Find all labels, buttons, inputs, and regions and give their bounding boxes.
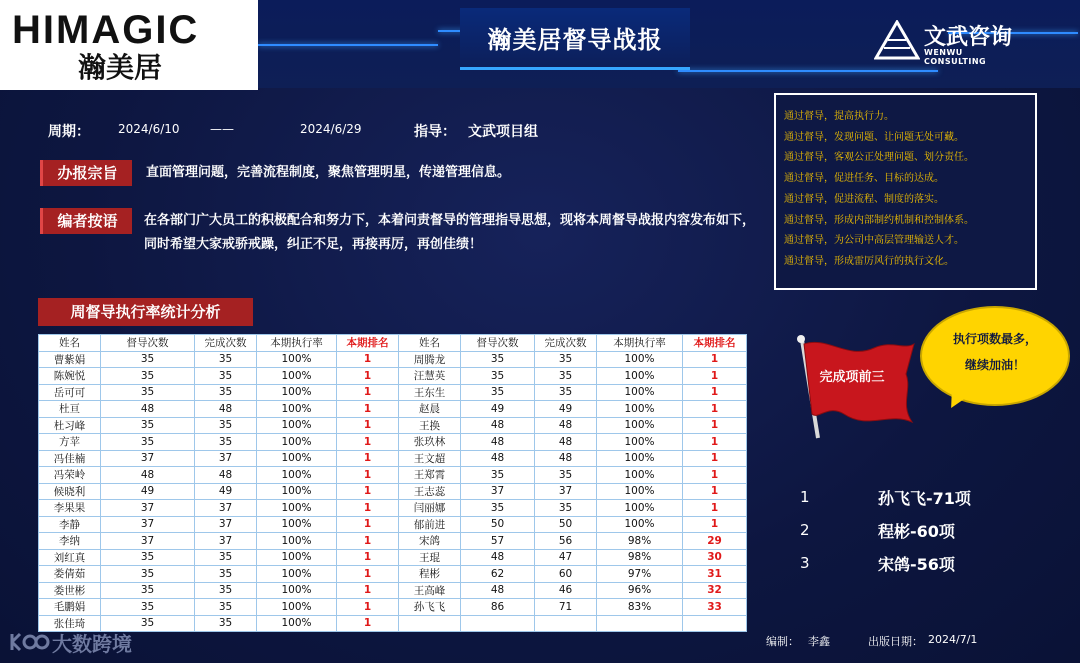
table-cell [399, 615, 461, 632]
top3-rank: 1 [800, 488, 810, 506]
table-cell: 1 [683, 401, 747, 418]
table-cell: 杜习峰 [39, 417, 101, 434]
table-cell: 37 [195, 500, 257, 517]
table-cell: 35 [461, 500, 535, 517]
table-header-cell: 督导次数 [101, 335, 195, 352]
bubble-line1: 执行项数最多， [952, 332, 1037, 346]
table-cell: 1 [337, 450, 399, 467]
table-cell: 35 [195, 582, 257, 599]
table-cell: 35 [461, 351, 535, 368]
table-cell: 48 [101, 467, 195, 484]
table-cell: 1 [337, 483, 399, 500]
table-cell: 35 [195, 417, 257, 434]
top3-name: 孙飞飞-71项 [878, 489, 971, 508]
table-cell: 100% [597, 467, 683, 484]
table-cell: 1 [337, 368, 399, 385]
table-cell: 1 [337, 500, 399, 517]
table-cell: 100% [257, 368, 337, 385]
partner-name-en: WENWU CONSULTING [924, 48, 987, 66]
editor-note-line2: 同时希望大家戒骄戒躁，纠正不足，再接再厉，再创佳绩！ [144, 237, 483, 252]
table-cell [683, 615, 747, 632]
table-cell: 1 [337, 533, 399, 550]
table-cell: 100% [257, 434, 337, 451]
table-cell: 37 [101, 533, 195, 550]
table-cell: 张佳琦 [39, 615, 101, 632]
table-cell: 候晓利 [39, 483, 101, 500]
table-cell: 1 [683, 368, 747, 385]
table-cell: 62 [461, 566, 535, 583]
brand-watermark-icon [8, 630, 50, 654]
bubble-line2: 继续加油！ [964, 358, 1025, 372]
table-row [39, 549, 747, 566]
top3-rank: 2 [800, 521, 810, 539]
top3-rank: 3 [800, 554, 810, 572]
table-cell: 1 [683, 483, 747, 500]
table-cell: 1 [337, 549, 399, 566]
purpose-tag: 办报宗旨 [40, 160, 132, 186]
table-cell: 娄世彬 [39, 582, 101, 599]
publish-date-label: 出版日期： [868, 635, 923, 648]
table-cell [461, 615, 535, 632]
table-cell: 冯荣岭 [39, 467, 101, 484]
period-dash: —— [210, 122, 234, 136]
editor-label: 编制： [766, 635, 799, 648]
table-cell: 96% [597, 582, 683, 599]
table-cell: 李果果 [39, 500, 101, 517]
table-cell: 37 [101, 450, 195, 467]
table-cell: 35 [195, 549, 257, 566]
table-cell: 毛鹏娟 [39, 599, 101, 616]
table-header-cell: 督导次数 [461, 335, 535, 352]
table-cell: 100% [597, 483, 683, 500]
table-cell: 50 [461, 516, 535, 533]
table-cell: 35 [101, 549, 195, 566]
table-cell: 48 [101, 401, 195, 418]
editor-note-tag: 编者按语 [40, 208, 132, 234]
table-row [39, 599, 747, 616]
table-row [39, 401, 747, 418]
quote-item: 通过督导，促进流程、制度的落实。 [784, 193, 944, 205]
table-row [39, 500, 747, 517]
table-cell: 王东生 [399, 384, 461, 401]
table-cell: 37 [535, 483, 597, 500]
supervision-quotes-box [774, 93, 1037, 290]
table-cell: 王换 [399, 417, 461, 434]
table-cell: 1 [683, 500, 747, 517]
table-cell: 50 [535, 516, 597, 533]
table-cell: 1 [337, 566, 399, 583]
table-cell: 汪慧英 [399, 368, 461, 385]
red-flag-icon [788, 330, 918, 440]
table-cell: 35 [195, 384, 257, 401]
table-cell: 32 [683, 582, 747, 599]
table-cell: 37 [101, 500, 195, 517]
table-row [39, 467, 747, 484]
table-cell: 30 [683, 549, 747, 566]
table-cell: 31 [683, 566, 747, 583]
table-cell: 郁前进 [399, 516, 461, 533]
table-cell: 王琨 [399, 549, 461, 566]
table-cell: 35 [195, 615, 257, 632]
table-cell: 48 [535, 434, 597, 451]
table-cell: 35 [101, 368, 195, 385]
table-cell: 1 [337, 384, 399, 401]
table-cell: 29 [683, 533, 747, 550]
table-row [39, 533, 747, 550]
table-cell [597, 615, 683, 632]
period-end: 2024/6/29 [300, 122, 362, 136]
quote-item: 通过督导，为公司中高层管理输送人才。 [784, 235, 964, 247]
table-cell: 1 [337, 351, 399, 368]
table-cell: 杜亘 [39, 401, 101, 418]
table-cell: 王志蕊 [399, 483, 461, 500]
table-cell: 100% [597, 500, 683, 517]
table-cell: 100% [597, 401, 683, 418]
table-cell: 方苹 [39, 434, 101, 451]
top3-row [800, 554, 1000, 574]
period-start: 2024/6/10 [118, 122, 180, 136]
quote-item: 通过督导，提高执行力。 [784, 111, 894, 122]
table-cell: 闫丽娜 [399, 500, 461, 517]
table-cell: 孙飞飞 [399, 599, 461, 616]
table-cell: 李纳 [39, 533, 101, 550]
page-title: 瀚美居督导战报 [487, 26, 663, 54]
table-cell: 35 [195, 599, 257, 616]
table-cell: 60 [535, 566, 597, 583]
table-cell: 1 [337, 434, 399, 451]
wenwu-logo [874, 18, 1024, 66]
table-cell: 王文超 [399, 450, 461, 467]
table-cell: 李静 [39, 516, 101, 533]
table-cell: 1 [683, 417, 747, 434]
himagic-logo [0, 0, 258, 90]
table-cell: 100% [597, 351, 683, 368]
table-cell: 王郑霄 [399, 467, 461, 484]
quote-item: 通过督导，形成雷厉风行的执行文化。 [784, 255, 954, 267]
table-cell: 100% [597, 384, 683, 401]
logo-english: HIMAGIC [12, 8, 200, 52]
table-cell: 100% [257, 384, 337, 401]
table-cell: 83% [597, 599, 683, 616]
table-cell: 100% [257, 483, 337, 500]
quote-item: 通过督导，促进任务、目标的达成。 [784, 173, 944, 185]
table-cell: 35 [101, 384, 195, 401]
table-cell: 48 [461, 434, 535, 451]
table-cell: 1 [337, 599, 399, 616]
table-cell: 49 [101, 483, 195, 500]
table-cell: 100% [257, 615, 337, 632]
header-glow-line [258, 44, 438, 46]
table-cell: 37 [101, 516, 195, 533]
table-cell: 35 [101, 566, 195, 583]
table-cell: 100% [597, 417, 683, 434]
table-cell: 56 [535, 533, 597, 550]
table-cell: 48 [195, 401, 257, 418]
table-row [39, 615, 747, 632]
table-cell: 35 [535, 467, 597, 484]
table-cell: 1 [337, 516, 399, 533]
table-cell: 冯佳楠 [39, 450, 101, 467]
table-cell: 100% [257, 351, 337, 368]
table-row [39, 434, 747, 451]
table-cell: 1 [683, 467, 747, 484]
table-cell: 岳可可 [39, 384, 101, 401]
table-cell: 37 [195, 533, 257, 550]
table-cell: 1 [683, 384, 747, 401]
table-cell: 100% [257, 500, 337, 517]
table-header-cell: 本期排名 [337, 335, 399, 352]
guide-value: 文武项目组 [468, 124, 538, 140]
table-cell: 100% [257, 566, 337, 583]
table-cell: 100% [257, 401, 337, 418]
table-cell: 35 [195, 566, 257, 583]
table-row [39, 351, 747, 368]
table-header-cell: 本期排名 [683, 335, 747, 352]
table-cell: 100% [257, 467, 337, 484]
table-header-cell: 本期执行率 [597, 335, 683, 352]
table-cell [535, 615, 597, 632]
table-cell: 48 [535, 450, 597, 467]
editor-name: 李鑫 [808, 635, 830, 648]
table-cell: 35 [535, 500, 597, 517]
table-cell: 35 [101, 599, 195, 616]
table-cell: 刘红真 [39, 549, 101, 566]
table-cell: 宋鸽 [399, 533, 461, 550]
table-cell: 48 [461, 582, 535, 599]
top3-row [800, 521, 1000, 541]
logo-chinese: 瀚美居 [78, 51, 163, 84]
table-cell: 71 [535, 599, 597, 616]
table-cell: 49 [535, 401, 597, 418]
table-cell: 35 [461, 368, 535, 385]
table-cell: 97% [597, 566, 683, 583]
section-title: 周督导执行率统计分析 [38, 298, 253, 326]
brand-watermark-text: 大数跨境 [52, 632, 132, 656]
table-cell: 1 [683, 434, 747, 451]
table-cell: 周腾龙 [399, 351, 461, 368]
table-cell: 48 [535, 417, 597, 434]
table-cell: 98% [597, 533, 683, 550]
table-header-row [39, 335, 747, 352]
table-cell: 1 [683, 351, 747, 368]
table-row [39, 450, 747, 467]
table-row [39, 566, 747, 583]
table-cell: 35 [195, 351, 257, 368]
table-header-cell: 姓名 [399, 335, 461, 352]
publish-date: 2024/7/1 [928, 633, 978, 646]
table-cell: 86 [461, 599, 535, 616]
table-cell: 100% [257, 599, 337, 616]
editor-note-line1: 在各部门广大员工的积极配合和努力下，本着问责督导的管理指导思想，现将本周督导战报内容发布如下， [144, 213, 756, 228]
table-row [39, 582, 747, 599]
quote-item: 通过督导，客观公正处理问题、划分责任。 [784, 152, 974, 164]
table-cell: 48 [461, 450, 535, 467]
table-cell: 100% [257, 549, 337, 566]
table-cell: 张玖林 [399, 434, 461, 451]
table-cell: 100% [257, 533, 337, 550]
partner-name-cn: 文武咨询 [924, 25, 1013, 50]
table-row [39, 483, 747, 500]
table-cell: 33 [683, 599, 747, 616]
header-glow-line [678, 70, 938, 72]
table-cell: 100% [597, 434, 683, 451]
table-cell: 35 [535, 351, 597, 368]
flag-label: 完成项前三 [819, 370, 885, 385]
table-cell: 100% [597, 450, 683, 467]
table-header-cell: 完成次数 [535, 335, 597, 352]
top3-name: 程彬-60项 [878, 522, 955, 541]
table-cell: 赵晨 [399, 401, 461, 418]
guide-label: 指导： [414, 124, 456, 140]
table-row [39, 417, 747, 434]
table-cell: 100% [257, 582, 337, 599]
purpose-text: 直面管理问题，完善流程制度，聚焦管理明星，传递管理信息。 [146, 165, 511, 180]
table-cell: 49 [461, 401, 535, 418]
table-cell: 35 [461, 384, 535, 401]
table-cell: 98% [597, 549, 683, 566]
table-row [39, 516, 747, 533]
table-cell: 35 [101, 417, 195, 434]
table-cell: 35 [101, 434, 195, 451]
table-cell: 37 [461, 483, 535, 500]
table-cell: 35 [101, 582, 195, 599]
table-cell: 100% [597, 516, 683, 533]
table-cell: 49 [195, 483, 257, 500]
table-cell: 1 [337, 582, 399, 599]
table-cell: 48 [461, 549, 535, 566]
table-row [39, 368, 747, 385]
table-cell: 35 [535, 368, 597, 385]
table-cell: 程彬 [399, 566, 461, 583]
table-cell: 46 [535, 582, 597, 599]
triangle-logo-icon [874, 20, 920, 60]
table-cell: 35 [195, 368, 257, 385]
table-cell: 陈婉悦 [39, 368, 101, 385]
table-cell: 1 [683, 450, 747, 467]
table-cell: 曹紫娟 [39, 351, 101, 368]
table-cell: 35 [195, 434, 257, 451]
table-cell: 35 [461, 467, 535, 484]
top3-name: 宋鸽-56项 [878, 555, 955, 574]
quote-item: 通过督导，发现问题、让问题无处可藏。 [784, 131, 964, 143]
speech-bubble-text [934, 326, 1056, 378]
table-cell: 1 [337, 417, 399, 434]
table-cell: 47 [535, 549, 597, 566]
table-cell: 100% [257, 450, 337, 467]
table-header-cell: 本期执行率 [257, 335, 337, 352]
table-cell: 35 [535, 384, 597, 401]
table-cell: 100% [257, 516, 337, 533]
table-cell: 1 [337, 467, 399, 484]
table-cell: 100% [597, 368, 683, 385]
table-cell: 48 [461, 417, 535, 434]
table-header-cell: 姓名 [39, 335, 101, 352]
table-cell: 王高峰 [399, 582, 461, 599]
execution-rate-table [38, 334, 747, 632]
table-cell: 57 [461, 533, 535, 550]
table-cell: 1 [337, 615, 399, 632]
table-cell: 35 [101, 615, 195, 632]
table-cell: 37 [195, 450, 257, 467]
table-body [39, 351, 747, 632]
table-header-cell: 完成次数 [195, 335, 257, 352]
period-label: 周期： [48, 124, 90, 140]
table-row [39, 384, 747, 401]
table-cell: 1 [683, 516, 747, 533]
table-cell: 35 [101, 351, 195, 368]
quote-item: 通过督导，形成内部制约机制和控制体系。 [784, 214, 974, 226]
top3-row [800, 488, 1000, 508]
table-cell: 娄倩茹 [39, 566, 101, 583]
table-cell: 37 [195, 516, 257, 533]
table-cell: 100% [257, 417, 337, 434]
table-cell: 1 [337, 401, 399, 418]
table-cell: 48 [195, 467, 257, 484]
